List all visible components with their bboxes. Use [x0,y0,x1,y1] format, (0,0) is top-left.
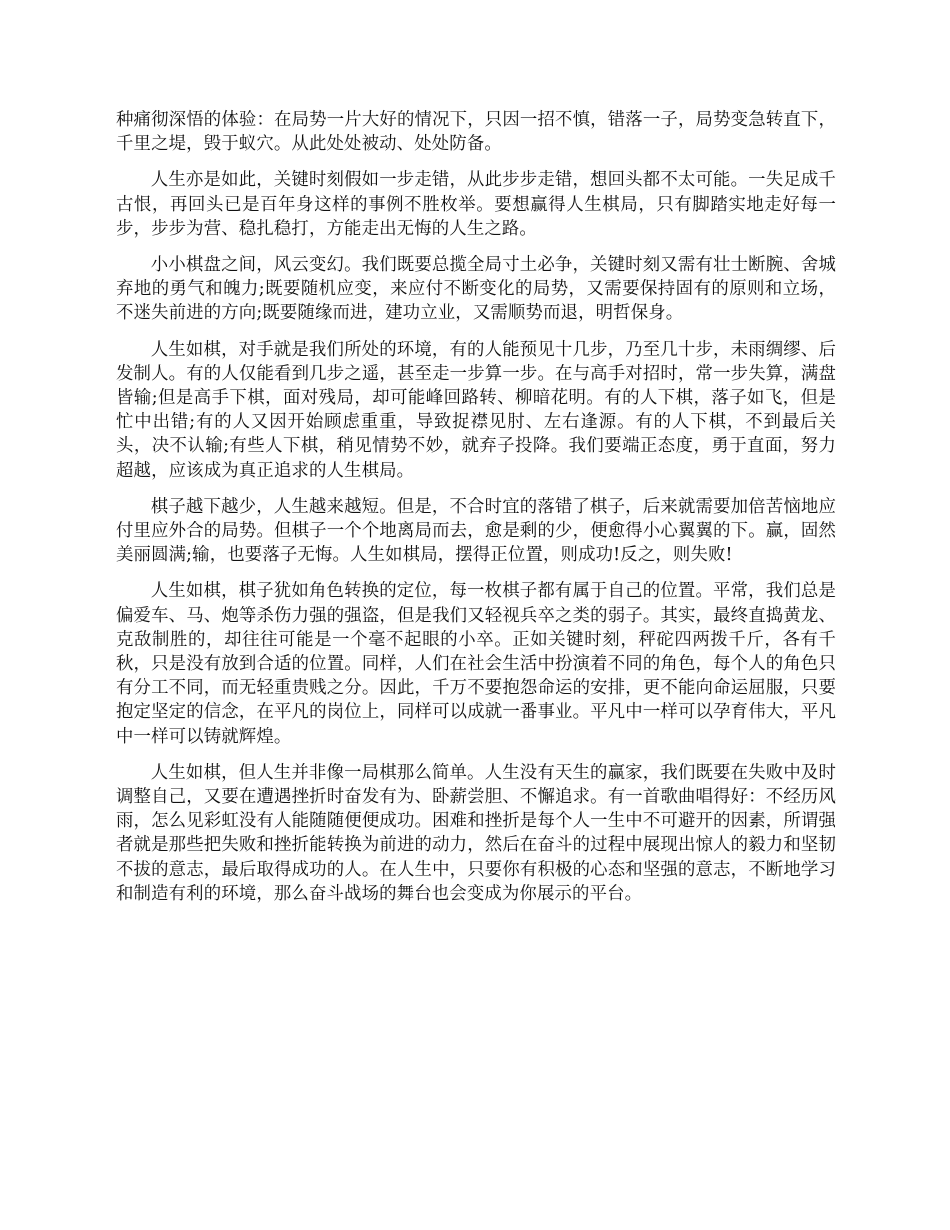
paragraph-4: 人生如棋，对手就是我们所处的环境，有的人能预见十几步，乃至几十步，未雨绸缪、后发制人。有的人仅能看到几步之遥，甚至走一步算一步。在与高手对招时，常一步失算，满盘皆输;但是高手下棋，面对残局，却可能峰回路转、柳暗花明。有的人下棋，落子如飞，但是忙中出错;有的人又因开始顾虑重重，导致捉襟见肘、左右逢源。有的人下棋，不到最后关头，决不认输;有些人下棋，稍见情势不妙，就弃子投降。我们要端正态度，勇于直面，努力超越，应该成为真正追求的人生棋局。 [116,339,836,481]
paragraph-5: 棋子越下越少，人生越来越短。但是，不合时宜的落错了棋子，后来就需要加倍苦恼地应付里应外合的局势。但棋子一个个地离局而去，愈是剩的少，便愈得小心翼翼的下。赢，固然美丽圆满;输，也要落子无悔。人生如棋局，摆得正位置，则成功!反之，则失败! [116,496,836,566]
paragraph-2: 人生亦是如此，关键时刻假如一步走错，从此步步走错，想回头都不太可能。一失足成千古恨，再回头已是百年身这样的事例不胜枚举。要想赢得人生棋局，只有脚踏实地走好每一步，步步为营、稳扎稳打，方能走出无悔的人生之路。 [116,170,836,239]
paragraph-6: 人生如棋，棋子犹如角色转换的定位，每一枚棋子都有属于自己的位置。平常，我们总是偏爱车、马、炮等杀伤力强的强盗，但是我们又轻视兵卒之类的弱子。其实，最终直捣黄龙、克敌制胜的，却往往可能是一个毫不起眼的小卒。正如关键时刻，秤砣四两拨千斤，各有千秋，只是没有放到合适的位置。同样，人们在社会生活中扮演着不同的角色，每个人的角色只有分工不同，而无轻重贵贱之分。因此，千万不要抱怨命运的安排，更不能向命运屈服，只要抱定坚定的信念，在平凡的岗位上，同样可以成就一番事业。平凡中一样可以孕育伟大，平凡中一样可以铸就辉煌。 [116,581,836,747]
paragraph-7: 人生如棋，但人生并非像一局棋那么简单。人生没有天生的赢家，我们既要在失败中及时调整自己，又要在遭遇挫折时奋发有为、卧薪尝胆、不懈追求。有一首歌曲唱得好：不经历风雨，怎么见彩虹没有人能随随便便成功。困难和挫折是每个人一生中不可避开的因素，所谓强者就是那些把失败和挫折能转换为前进的动力，然后在奋斗的过程中展现出惊人的毅力和坚韧不拔的意志，最后取得成功的人。在人生中，只要你有积极的心态和坚强的意志，不断地学习和制造有利的环境，那么奋斗战场的舞台也会变成为你展示的平台。 [116,762,836,904]
paragraph-1: 种痛彻深悟的体验：在局势一片大好的情况下，只因一招不慎，错落一子，局势变急转直下，千里之堤，毁于蚁穴。从此处处被动、处处防备。 [116,110,836,155]
document-body [116,108,836,918]
paragraph-3: 小小棋盘之间，风云变幻。我们既要总揽全局寸土必争，关键时刻又需有壮士断腕、舍城弃地的勇气和魄力;既要随机应变，来应付不断变化的局势，又需要保持固有的原则和立场，不迷失前进的方向;既要随缘而进，建功立业，又需顺势而退，明哲保身。 [116,255,836,324]
